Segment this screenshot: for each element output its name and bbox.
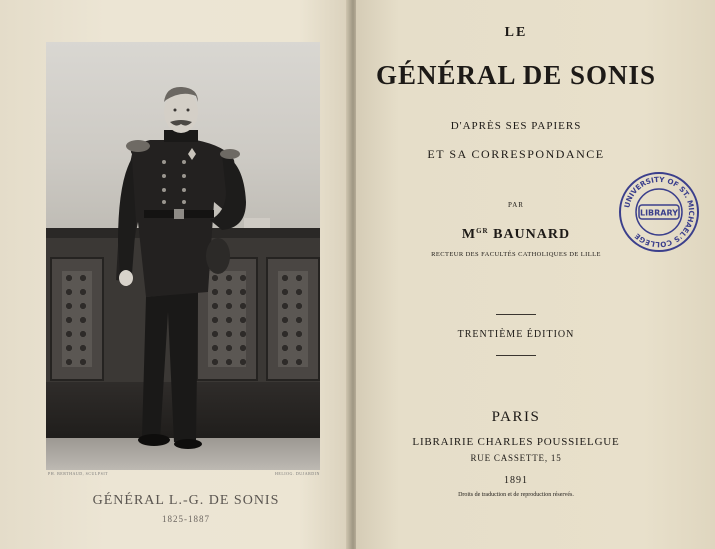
rights-notice: Droits de traduction et de reproduction réservés. <box>458 492 574 498</box>
printer-credit: HELIOG. DUJARDIN <box>275 471 320 476</box>
general-figure <box>46 42 320 470</box>
title-page <box>356 0 715 549</box>
author-name: BAUNARD <box>493 227 571 242</box>
subtitle-line-2: ET SA CORRESPONDANCE <box>427 147 605 161</box>
library-stamp <box>617 170 701 254</box>
publication-year: 1891 <box>504 475 528 486</box>
divider-rule <box>496 355 536 356</box>
edition: TRENTIÈME ÉDITION <box>457 329 575 340</box>
subtitle-line-1: D'APRÈS SES PAPIERS <box>450 120 582 132</box>
author-prefix: M <box>461 227 477 242</box>
publication-city: PARIS <box>491 409 541 425</box>
engraver-credit: PH. BERTHAUD, SCULPSIT <box>48 471 109 476</box>
stamp-ring-text: UNIVERSITY OF ST. MICHAEL'S COLLEGE <box>622 174 697 250</box>
portrait-dates: 1825-1887 <box>162 514 210 524</box>
title-article: LE <box>504 25 528 40</box>
portrait-caption: GÉNÉRAL L.-G. DE SONIS <box>92 493 280 508</box>
book-title: GÉNÉRAL DE SONIS <box>375 60 657 90</box>
portrait-photograph <box>46 42 320 470</box>
author-role: RECTEUR DES FACULTÉS CATHOLIQUES DE LILLE <box>431 251 601 258</box>
by-line: PAR <box>508 201 524 209</box>
publisher: LIBRAIRIE CHARLES POUSSIELGUE <box>412 436 620 448</box>
publisher-address: RUE CASSETTE, 15 <box>470 453 562 463</box>
divider-rule <box>496 314 536 315</box>
stamp-center-text: LIBRARY <box>639 208 679 218</box>
frontispiece-page <box>0 0 352 549</box>
author-prefix-sup: GR <box>476 227 489 235</box>
